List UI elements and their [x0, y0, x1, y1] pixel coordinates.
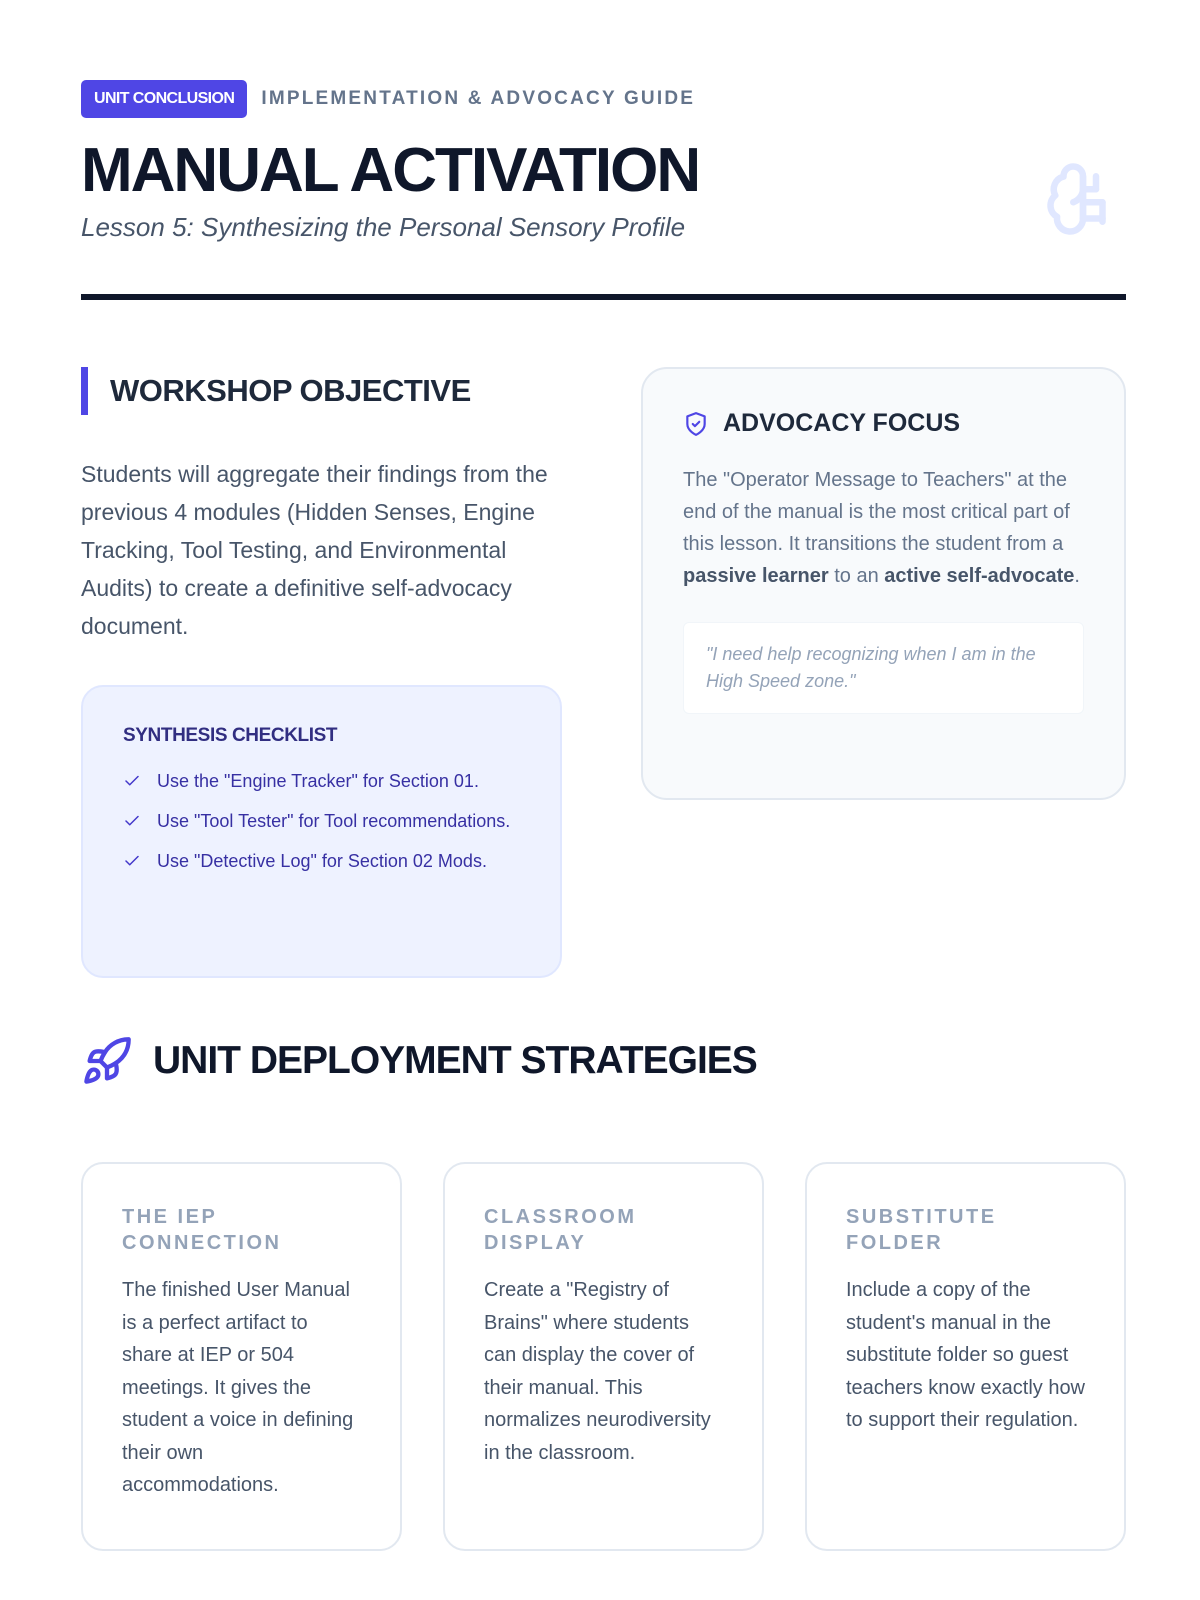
strategy-card-title: SUBSTITUTE FOLDER [846, 1206, 997, 1254]
shield-check-icon [683, 411, 709, 437]
deployment-title: UNIT DEPLOYMENT STRATEGIES [153, 1039, 757, 1082]
advocacy-title: ADVOCACY FOCUS [723, 409, 961, 437]
advocacy-emphasis: passive learner [683, 565, 829, 587]
checklist-item-text: Use "Detective Log" for Section 02 Mods. [157, 851, 487, 871]
strategy-card-title: THE IEP CONNECTION [122, 1206, 282, 1254]
checklist-item [123, 767, 520, 795]
header-eyebrow [81, 80, 1126, 118]
objective-title: WORKSHOP OBJECTIVE [110, 373, 471, 408]
objective-heading [81, 367, 561, 415]
advocacy-text-part: to an [828, 565, 885, 587]
check-icon [123, 812, 141, 830]
strategy-card-text: The finished User Manual is a perfect artifact to share at IEP or 504 meetings. It gives the student a voice in defining their own accommodations. [122, 1279, 354, 1496]
advocacy-text [683, 464, 1084, 592]
check-icon [123, 852, 141, 870]
checklist-items [123, 767, 520, 875]
checklist-item [123, 807, 520, 835]
deployment-heading [81, 1033, 757, 1089]
strategy-card-title: CLASSROOM DISPLAY [484, 1206, 637, 1254]
advocacy-text-part: . [1074, 565, 1080, 587]
advocacy-quote: "I need help recognizing when I am in the High Speed zone." [683, 622, 1084, 714]
check-icon [123, 772, 141, 790]
advocacy-text-part: The "Operator Message to Teachers" at the end of the manual is the most critical part of this lesson. It transitions the student from a [683, 469, 1070, 555]
strategy-card-classroom [443, 1162, 764, 1551]
strategy-card-substitute [805, 1162, 1126, 1551]
accent-bar [81, 367, 88, 415]
unit-tag: UNIT CONCLUSION [81, 80, 247, 118]
objective-text: Students will aggregate their findings from the previous 4 modules (Hidden Senses, Engine Tracking, Tool Testing, and Environmental Audits) to create a definitive self-advocacy document. [81, 461, 548, 639]
page-title: MANUAL ACTIVATION [81, 136, 700, 205]
guide-label: IMPLEMENTATION & ADVOCACY GUIDE [261, 88, 696, 109]
checklist-item-text: Use "Tool Tester" for Tool recommendations. [157, 811, 511, 831]
checklist-item [123, 847, 520, 875]
page-subtitle: Lesson 5: Synthesizing the Personal Sensory Profile [81, 212, 686, 242]
advocacy-heading [683, 409, 1084, 438]
strategy-card-text: Create a "Registry of Brains" where students can display the cover of their manual. This normalizes neurodiversity in the classroom. [484, 1279, 711, 1464]
advocacy-focus-card [641, 367, 1126, 800]
synthesis-checklist [81, 685, 562, 978]
strategy-card-text: Include a copy of the student's manual in the substitute folder so guest teachers know exactly how to support their regulation. [846, 1279, 1086, 1431]
strategy-cards [81, 1162, 1126, 1551]
strategy-card-iep [81, 1162, 402, 1551]
rocket-icon [81, 1035, 133, 1087]
brain-icon [1044, 160, 1122, 238]
header-divider [81, 294, 1126, 300]
page [81, 80, 1126, 1496]
advocacy-emphasis: active self-advocate [884, 565, 1075, 587]
workshop-objective [81, 367, 561, 645]
checklist-title: SYNTHESIS CHECKLIST [123, 725, 338, 746]
checklist-item-text: Use the "Engine Tracker" for Section 01. [157, 771, 479, 791]
